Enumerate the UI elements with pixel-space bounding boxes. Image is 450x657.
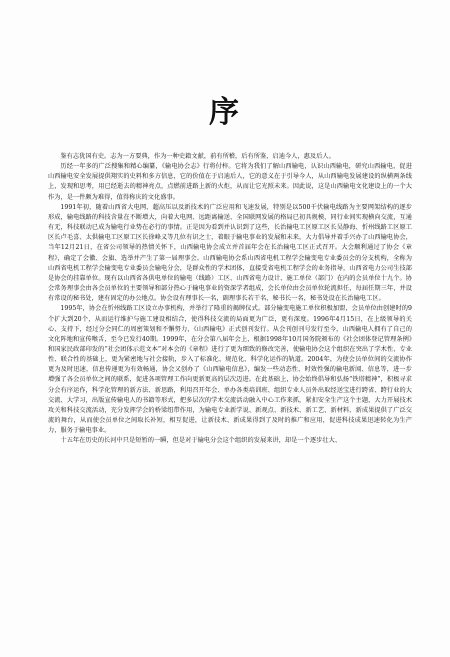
paragraph: 1995年，协会在忻州线路工区设立办事机构，并举行了隆重的揭牌仪式。部分输变电施工单位积极加盟，会员单位由创建时的9个扩大到20个，从而运行维护与施工建设相结合，使得科技交流的局面更为广泛，更有深度。1996年4月15日，在上级领导的关心、支持下，经过分会同仁的周密策划和不懈努力，《山西输电》正式创刊发行。从会刊创刊号发行至今，山西输电人拥有了自己的文化阵地和宣传喉舌，至今已发行40期。1999年，在分会第八届年会上，根据1998年10月国务院颁布的《社会团体登记管理条例》和国家民政部印发的“社会团体示范文本”对本会的《章程》进行了更为细致的修改完善，使输电协会这个组织在突出了学术性、专业性、联合性的基础上，更为紧密地与社会接轨，步入了标准化、规范化、科学化运作的轨道。2004年，为使会员单位间的交流协作更为及时迅速，信息传递更为有效畅通，协会又创办了《山西输电信息》，编发一些动态性、时效性强的输电新闻、信息等，进一步增强了各会员单位之间的联系，促进各项管理工作向更新更高的层次迈进。在此基础上，协会始终倡导和弘扬“铁塔精神”，积极寻求分会有序运作，科学化管理的新方法、新思路，利用召开年会、单办各类培训班、组织专业人员外出取经送宝进行跨省、跨行业的大交流、大学习，出版宣传输电人的书籍等形式，把多层次的学术交流活动融入中心工作来抓，紧扣安全生产这个主题，大力开展技术攻关和科技交流活动，充分发挥学会的桥梁纽带作用，为输电专业新学说、新观点、新技术、新工艺、新材料、新成果提供了广泛交流的舞台，从而使会员单位之间取长补短，相互促进，让新技术、新成果得到了及时的推广和应用，促进科技成果迅速转化为生产力，服务于输电事业。 bbox=[48, 305, 412, 435]
paragraph: 1991年初，随着山西省大电网、超高压以及新技术的广泛应用和飞速发展，特别是以500千伏输电线路为主要网架结构的逐步形成，输电线路的科技含量在不断增大，向着大电网、远距离输送、全国联网发展的格局已初具规模，同行业间实现横向交流，互通有无，科技联动已成为输电行业势在必行的事情。正是因为看到并认识到了这些，长治输电工区原工区长吴静海、忻州线路工区原工区长卢毛喜、太供输电工区原工区长徐峰义等几位有识之士，着眼于输电事业的发展和未来，大力倡导并着手兴办了山西输电协会，当年12月21日，在省公司领导的热情关怀下，山西输电协会成立并首届年会在长治输电工区正式召开。大会顺利通过了协会《章程》，确定了会徽、会旗、选举并产生了第一届理事会。山西输电协会系山西省电机工程学会输变电专业委员会的分支机构，全称为山西省电机工程学会输变电专业委员会输电分会，是群众性的学术团体，直接受省电机工程学会的业务指导，山西省电力公司生技部是协会的挂靠单位。现有以山西省各供电单位的输电（线路）工区、山西省电力设计、施工单位（部门）在内的会员单位十九个。协会常务理事会由各会员单位的主要领导和部分热心于输电事业的资深学者组成，会长单位由会员单位轮流担任，每届任期三年，并设有常设的秘书处，建有固定的办公地点。协会设有理事长一名，副理事长若干名，秘书长一名，秘书处设在长治输电工区。 bbox=[48, 203, 412, 303]
paragraph: 十五年在历史的长河中只是短暂的一瞬，但是对于输电分会这个组织的发展来讲，却是一个逐步壮大、 bbox=[60, 437, 342, 445]
body-text bbox=[48, 152, 412, 652]
paragraph: 鉴有志犹国有史。志为一方要典，作为一种史籍文献，前有所稽，后有所鉴，启迪今人，惠及后人。 bbox=[60, 153, 335, 160]
page-title: 序 bbox=[209, 95, 241, 130]
paragraph: 历经一年多的广泛搜集和精心编纂，《输电协会志》行将付梓。它将为我们了解山西输电，认识山西输电，研究山西输电，促进山西输电安全发展提供翔实的史料和多方信息，它的价值在于启迪后人，它的意义在于引导今人，从山西输电发展建设的纵横两条线上，发现和思考，用已经逝去的精神亮点，点燃前进路上新的火炬，从而让它光照未来。因此说，这是山西输电文化建设上的一个大作为，是一件颇为难得，值得称庆的文化盛事。 bbox=[48, 163, 412, 201]
